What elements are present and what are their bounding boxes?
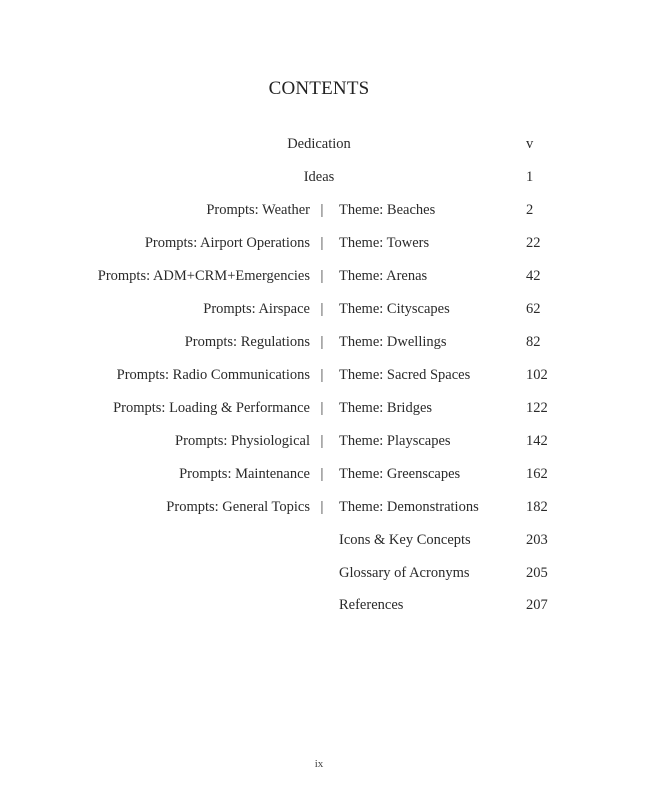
toc-page-number: 142 [526, 433, 548, 449]
toc-page-number: 203 [526, 532, 548, 548]
toc-prompt-label: Prompts: ADM+CRM+Emergencies [97, 268, 310, 284]
toc-prompt-label: Prompts: Maintenance [179, 466, 310, 482]
toc-prompt-label: Prompts: Radio Communications [116, 367, 310, 383]
toc-prompt-label: Prompts: General Topics [166, 499, 310, 515]
toc-entry-label: Dedication [287, 136, 351, 152]
toc-theme-label: Theme: Beaches [339, 202, 436, 218]
toc-separator: | [320, 202, 324, 218]
toc-row-general-demonstrations[interactable] [0, 496, 663, 518]
toc-prompt-label: Prompts: Loading & Performance [113, 400, 310, 416]
toc-row-references[interactable] [0, 594, 663, 616]
toc-page-number: 1 [526, 169, 534, 185]
toc-theme-label: Theme: Bridges [339, 400, 433, 416]
toc-page-number: 182 [526, 499, 548, 515]
toc-prompt-label: Prompts: Regulations [184, 334, 310, 350]
toc-separator: | [320, 367, 324, 383]
toc-theme-label: Theme: Towers [339, 235, 430, 251]
toc-separator: | [320, 499, 324, 515]
toc-page-number: 207 [526, 597, 548, 613]
toc-page-number: 82 [526, 334, 541, 350]
toc-theme-label: Glossary of Acronyms [339, 565, 470, 581]
toc-separator: | [320, 268, 324, 284]
toc-theme-label: Theme: Cityscapes [339, 301, 450, 317]
toc-prompt-label: Prompts: Airspace [203, 301, 310, 317]
toc-prompt-label: Prompts: Physiological [175, 433, 310, 449]
toc-separator: | [320, 235, 324, 251]
toc-theme-label: Theme: Demonstrations [339, 499, 479, 515]
toc-theme-label: References [339, 597, 404, 613]
toc-page-number: 205 [526, 565, 548, 581]
toc-row-maintenance-greenscapes[interactable] [0, 463, 663, 485]
toc-row-loading-bridges[interactable] [0, 397, 663, 419]
toc-row-physiological-playscapes[interactable] [0, 430, 663, 452]
toc-row-regulations-dwellings[interactable] [0, 331, 663, 353]
toc-separator: | [320, 334, 324, 350]
toc-row-icons-key-concepts[interactable] [0, 529, 663, 551]
toc-row-glossary[interactable] [0, 562, 663, 584]
toc-prompt-label: Prompts: Airport Operations [144, 235, 310, 251]
toc-row-airport-towers[interactable] [0, 232, 663, 254]
toc-separator: | [320, 433, 324, 449]
toc-row-dedication[interactable] [0, 133, 663, 155]
toc-page-number: 162 [526, 466, 548, 482]
toc-page-number: v [526, 136, 534, 152]
page-title: CONTENTS [268, 78, 370, 99]
toc-theme-label: Theme: Greenscapes [339, 466, 461, 482]
toc-row-weather-beaches[interactable] [0, 199, 663, 221]
toc-prompt-label: Prompts: Weather [206, 202, 310, 218]
page-number-footer: ix [314, 758, 324, 770]
toc-separator: | [320, 466, 324, 482]
toc-row-airspace-cityscapes[interactable] [0, 298, 663, 320]
toc-row-ideas[interactable] [0, 166, 663, 188]
toc-page-number: 2 [526, 202, 534, 218]
toc-theme-label: Theme: Arenas [339, 268, 428, 284]
toc-separator: | [320, 301, 324, 317]
toc-page-number: 102 [526, 367, 548, 383]
toc-page-number: 22 [526, 235, 541, 251]
toc-separator: | [320, 400, 324, 416]
toc-page-number: 122 [526, 400, 548, 416]
toc-entry-label: Ideas [303, 169, 335, 185]
toc-page-number: 42 [526, 268, 541, 284]
toc-theme-label: Icons & Key Concepts [339, 532, 471, 548]
toc-row-radio-sacred-spaces[interactable] [0, 364, 663, 386]
toc-theme-label: Theme: Sacred Spaces [339, 367, 471, 383]
toc-row-adm-arenas[interactable] [0, 265, 663, 287]
toc-page-number: 62 [526, 301, 541, 317]
toc-theme-label: Theme: Dwellings [339, 334, 447, 350]
toc-theme-label: Theme: Playscapes [339, 433, 451, 449]
